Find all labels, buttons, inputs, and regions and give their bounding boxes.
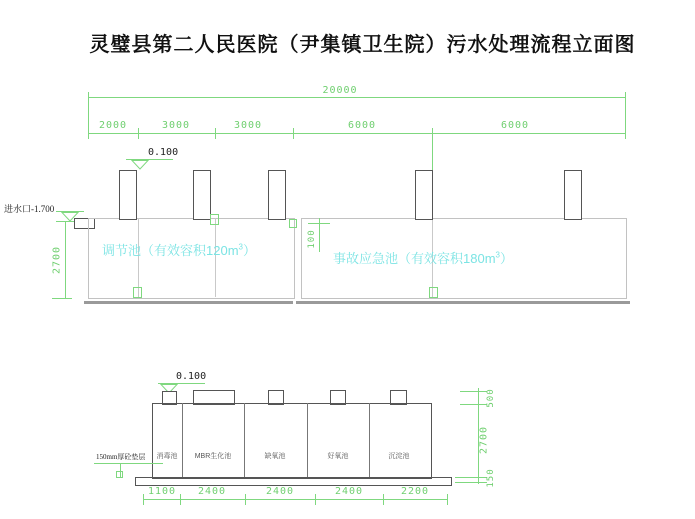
segment-dim-label: 3000: [233, 120, 263, 131]
vent-stub: [564, 170, 582, 220]
tank-height-dim: 2700: [51, 245, 63, 275]
bottom-dim-label: 2400: [334, 486, 364, 497]
segment-dim-label: 6000: [500, 120, 530, 131]
bottom-dim-label: 2400: [265, 486, 295, 497]
pipe-connection-mark: [289, 219, 297, 228]
dim-tick: [215, 128, 216, 139]
right-dim-500: 500: [486, 388, 496, 408]
equipment-tank-body: [152, 403, 432, 479]
regulating-tank-label-sup: 3: [238, 242, 243, 252]
chamber-divider: [244, 403, 245, 477]
tank-foundation: [84, 301, 293, 304]
slab-note: 150mm厚砼垫层: [96, 453, 146, 461]
chamber-divider: [182, 403, 183, 477]
vent-stub: [119, 170, 137, 220]
chamber-label: 消毒池: [156, 453, 178, 460]
chamber-label: MBR生化池: [194, 453, 232, 460]
regulating-tank-label: [102, 240, 256, 259]
pipe-connection-mark: [133, 287, 142, 298]
chamber-divider: [369, 403, 370, 477]
regulating-tank-label-close: ）: [242, 243, 256, 258]
dim-tick: [455, 477, 487, 478]
segment-dim-label: 6000: [347, 120, 377, 131]
bottom-dim-line: [143, 499, 447, 500]
note-leader-arrow: [116, 471, 123, 478]
pipe-connection-mark: [429, 287, 438, 298]
dim-tick: [293, 128, 294, 139]
right-dim-150: 150: [486, 468, 496, 488]
drawing-title: 灵璧县第二人民医院（尹集镇卫生院）污水处理流程立面图: [89, 34, 636, 56]
inlet-elevation-label: 进水口-1.700: [4, 204, 55, 214]
vent-stub: [415, 170, 433, 220]
dim-tick: [460, 404, 487, 405]
right-dim-2700: 2700: [478, 425, 490, 455]
overall-dim-line: [88, 97, 625, 98]
regulating-tank-label-text: 调节池（有效容积120m: [102, 243, 239, 258]
emergency-tank-label-text: 事故应急池（有效容积180m: [333, 251, 496, 266]
vent-stub: [193, 170, 211, 220]
dim-tick: [56, 221, 74, 222]
chamber-divider: [307, 403, 308, 477]
dim-tick: [245, 494, 246, 505]
emergency-tank-label: [333, 248, 513, 267]
bottom-dim-label: 2400: [197, 486, 227, 497]
dim-tick: [138, 128, 139, 139]
foundation-slab: [135, 477, 452, 486]
elevation-value: 0.100: [148, 147, 179, 158]
segment-dim-label: 3000: [161, 120, 191, 131]
emergency-tank-label-sup: 3: [495, 250, 500, 260]
note-leader-underline: [94, 463, 163, 464]
dim-tick: [447, 494, 448, 505]
dim-tick: [383, 494, 384, 505]
elevation-triangle-icon: [131, 160, 149, 170]
chamber-label: 缺氧池: [264, 453, 286, 460]
emergency-tank-label-close: ）: [499, 251, 513, 266]
lower-elevation-value: 0.100: [176, 371, 207, 382]
dim-tick: [625, 128, 626, 139]
chamber-label: 好氧池: [327, 453, 349, 460]
pipe-connection-mark: [210, 214, 219, 225]
dim-tick: [315, 494, 316, 505]
segment-dim-line: [88, 133, 625, 134]
tank-foundation: [296, 301, 630, 304]
dim-tick: [460, 391, 487, 392]
vent-stub: [268, 170, 286, 220]
overall-dim-label: 20000: [322, 85, 358, 96]
dim-tick: [52, 298, 72, 299]
bottom-dim-label: 2200: [400, 486, 430, 497]
chamber-label: 沉淀池: [388, 453, 410, 460]
ledge-dim-line: [319, 218, 320, 252]
ledge-dim-label: 100: [307, 229, 317, 249]
dim-tick: [455, 482, 487, 483]
segment-dim-label: 2000: [98, 120, 128, 131]
height-dim-line: [65, 221, 66, 299]
bottom-dim-label: 1100: [147, 486, 177, 497]
